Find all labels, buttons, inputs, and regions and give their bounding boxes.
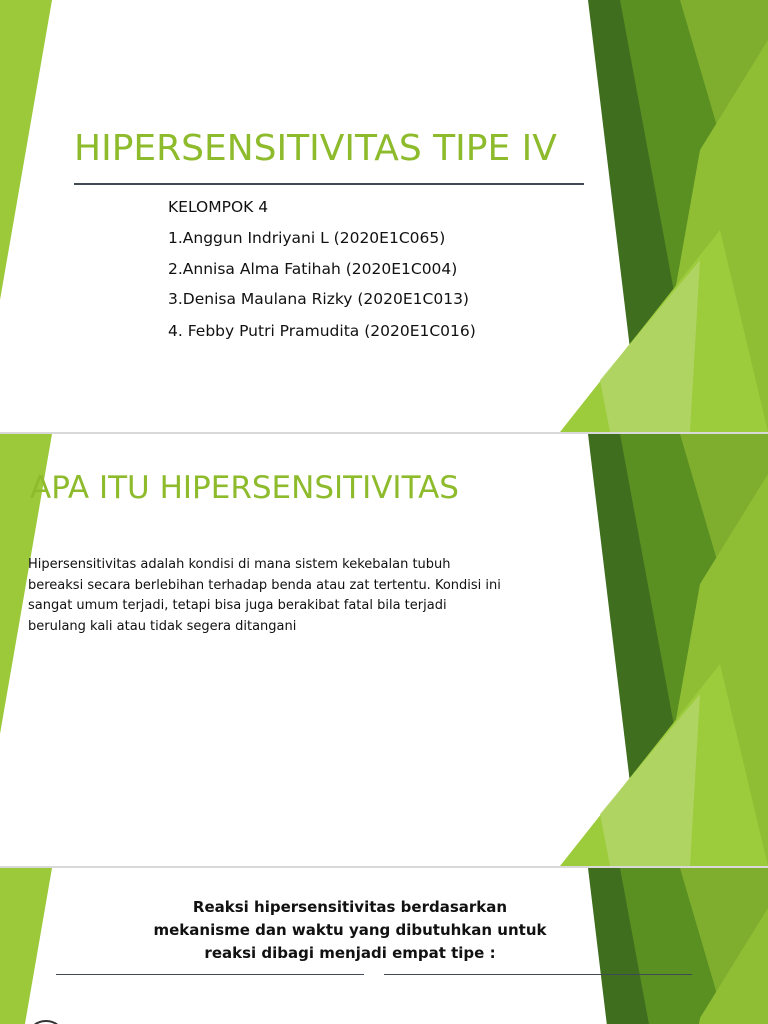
- member-2: 2.Annisa Alma Fatihah (2020E1C004): [168, 260, 458, 278]
- slide-title: HIPERSENSITIVITAS TIPE IV: [74, 128, 557, 169]
- paragraph-line: berulang kali atau tidak segera ditangani: [28, 618, 297, 634]
- heading-line: mekanisme dan waktu yang dibutuhkan untuk: [153, 921, 547, 939]
- member-4: 4. Febby Putri Pramudita (2020E1C016): [168, 322, 476, 340]
- slide-2: [0, 434, 768, 866]
- slide-3: [0, 868, 768, 1024]
- member-1: 1.Anggun Indriyani L (2020E1C065): [168, 229, 446, 247]
- paragraph-line: Hipersensitivitas adalah kondisi di mana sistem kekebalan tubuh: [28, 557, 451, 572]
- title-underline: [74, 183, 584, 185]
- slide-heading: [140, 896, 560, 965]
- green-triangles-decoration: [0, 0, 768, 432]
- paragraph-line: sangat umum terjadi, tetapi bisa juga berakibat fatal bila terjadi: [28, 598, 447, 613]
- slide-title: APA ITU HIPERSENSITIVITAS: [30, 470, 459, 506]
- heading-line: Reaksi hipersensitivitas berdasarkan: [192, 898, 508, 916]
- heading-line: reaksi dibagi menjadi empat tipe :: [204, 944, 496, 962]
- underline-right: [384, 974, 692, 975]
- member-3: 3.Denisa Maulana Rizky (2020E1C013): [168, 290, 469, 308]
- paragraph-line: bereaksi secara berlebihan terhadap benda atau zat tertentu. Kondisi ini: [28, 577, 501, 593]
- slide-1: [0, 0, 768, 432]
- definition-paragraph: [28, 555, 501, 637]
- group-label: KELOMPOK 4: [168, 198, 269, 216]
- underline-left: [56, 974, 364, 975]
